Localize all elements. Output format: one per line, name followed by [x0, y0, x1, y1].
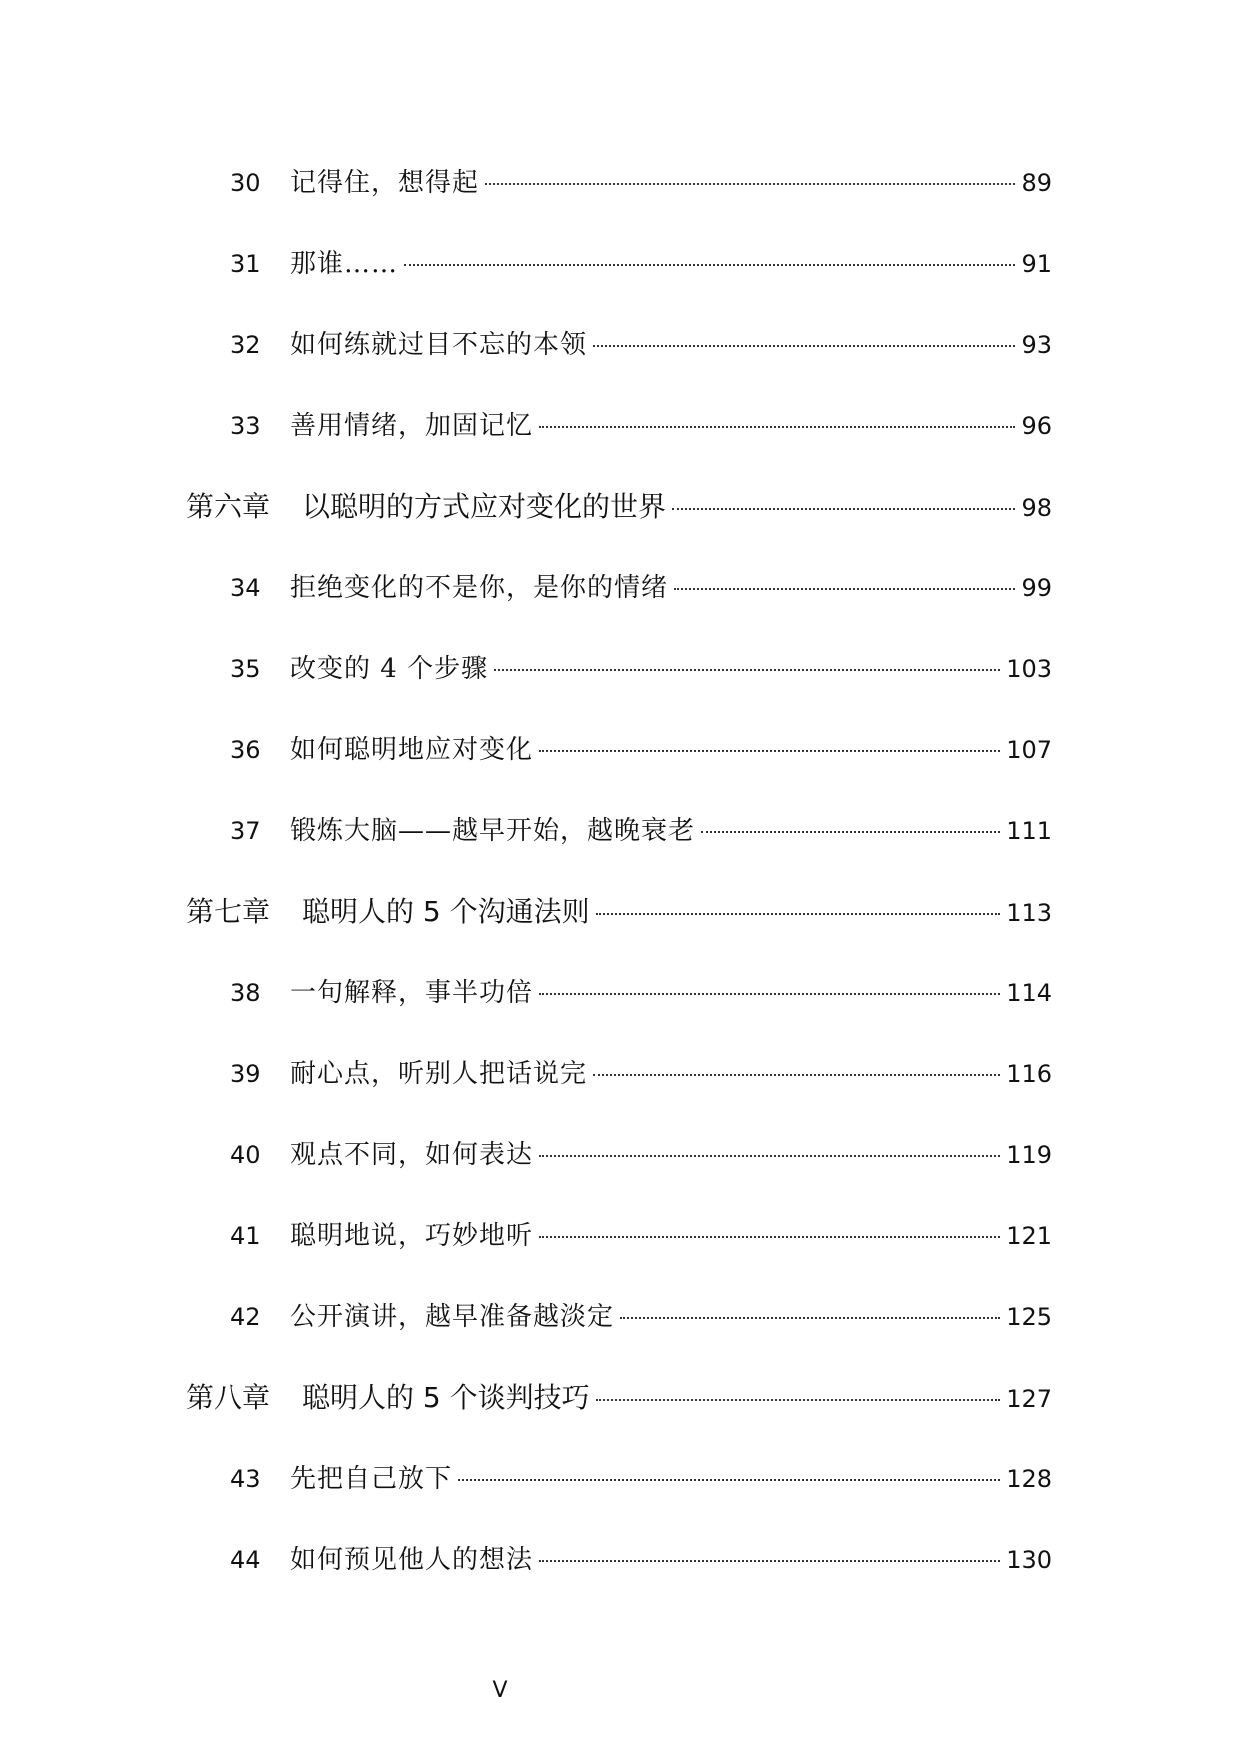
dot-leader	[701, 831, 1000, 833]
page-reference: 119	[1006, 1141, 1052, 1169]
toc-entry-chapter[interactable]	[186, 887, 1052, 968]
chapter-label: 第八章	[186, 1381, 271, 1414]
page-reference: 114	[1006, 979, 1052, 1007]
section-title: 改变的 4 个步骤	[290, 654, 489, 684]
page-reference: 127	[1006, 1385, 1052, 1413]
toc-entry-chapter[interactable]	[186, 1373, 1052, 1454]
section-title: 一句解释，事半功倍	[290, 978, 534, 1008]
toc-entry-section[interactable]	[186, 644, 1052, 725]
table-of-contents	[186, 158, 1052, 1616]
section-title: 先把自己放下	[290, 1464, 453, 1494]
section-number: 35	[230, 655, 261, 683]
section-number: 39	[230, 1060, 261, 1088]
toc-entry-section[interactable]	[186, 1211, 1052, 1292]
section-title: 如何预见他人的想法	[290, 1545, 534, 1575]
section-number: 40	[230, 1141, 261, 1169]
dot-leader	[593, 345, 1015, 347]
section-number: 41	[230, 1222, 261, 1250]
section-title: 耐心点，听别人把话说完	[290, 1059, 588, 1089]
chapter-label: 第六章	[186, 490, 271, 523]
dot-leader	[672, 508, 1015, 510]
section-number: 34	[230, 574, 261, 602]
page-reference: 89	[1021, 169, 1052, 197]
section-title: 观点不同，如何表达	[290, 1140, 534, 1170]
section-title: 如何练就过目不忘的本领	[290, 330, 588, 360]
toc-entry-chapter[interactable]	[186, 482, 1052, 563]
section-number: 43	[230, 1465, 261, 1493]
section-number: 32	[230, 331, 261, 359]
page-reference: 116	[1006, 1060, 1052, 1088]
section-number: 30	[230, 169, 261, 197]
toc-entry-section[interactable]	[186, 968, 1052, 1049]
dot-leader	[596, 913, 1001, 915]
page-reference: 128	[1006, 1465, 1052, 1493]
chapter-title: 聪明人的 5 个沟通法则	[302, 895, 590, 928]
toc-entry-section[interactable]	[186, 1292, 1052, 1373]
toc-entry-section[interactable]	[186, 563, 1052, 644]
section-number: 33	[230, 412, 261, 440]
section-number: 36	[230, 736, 261, 764]
dot-leader	[458, 1479, 1000, 1481]
page-reference: 125	[1006, 1303, 1052, 1331]
dot-leader	[404, 264, 1015, 266]
toc-entry-section[interactable]	[186, 401, 1052, 482]
section-number: 31	[230, 250, 261, 278]
section-number: 38	[230, 979, 261, 1007]
section-title: 善用情绪，加固记忆	[290, 411, 534, 441]
dot-leader	[539, 1560, 1000, 1562]
section-title: 记得住，想得起	[290, 168, 480, 198]
toc-entry-section[interactable]	[186, 1049, 1052, 1130]
dot-leader	[485, 183, 1015, 185]
page-reference: 96	[1021, 412, 1052, 440]
toc-entry-section[interactable]	[186, 239, 1052, 320]
page-reference: 130	[1006, 1546, 1052, 1574]
dot-leader	[539, 750, 1000, 752]
toc-entry-section[interactable]	[186, 1535, 1052, 1616]
section-title: 聪明地说，巧妙地听	[290, 1221, 534, 1251]
page-reference: 113	[1006, 899, 1052, 927]
dot-leader	[539, 426, 1015, 428]
chapter-title: 以聪明的方式应对变化的世界	[302, 490, 667, 523]
page-reference: 107	[1006, 736, 1052, 764]
dot-leader	[539, 993, 1000, 995]
section-number: 44	[230, 1546, 261, 1574]
section-number: 37	[230, 817, 261, 845]
toc-entry-section[interactable]	[186, 806, 1052, 887]
toc-entry-section[interactable]	[186, 725, 1052, 806]
section-title: 拒绝变化的不是你，是你的情绪	[290, 573, 669, 603]
page-reference: 103	[1006, 655, 1052, 683]
dot-leader	[494, 669, 1000, 671]
toc-entry-section[interactable]	[186, 320, 1052, 401]
section-title: 锻炼大脑——越早开始，越晚衰老	[290, 816, 696, 846]
dot-leader	[539, 1155, 1000, 1157]
section-title: 如何聪明地应对变化	[290, 735, 534, 765]
toc-entry-section[interactable]	[186, 1130, 1052, 1211]
dot-leader	[596, 1399, 1001, 1401]
page-reference: 111	[1006, 817, 1052, 845]
page-number-footer: V	[492, 1678, 508, 1703]
page-reference: 99	[1021, 574, 1052, 602]
dot-leader	[620, 1317, 1000, 1319]
page-reference: 91	[1021, 250, 1052, 278]
page-reference: 93	[1021, 331, 1052, 359]
dot-leader	[593, 1074, 1000, 1076]
toc-entry-section[interactable]	[186, 158, 1052, 239]
section-number: 42	[230, 1303, 261, 1331]
dot-leader	[674, 588, 1015, 590]
chapter-title: 聪明人的 5 个谈判技巧	[302, 1381, 590, 1414]
toc-entry-section[interactable]	[186, 1454, 1052, 1535]
section-title: 公开演讲，越早准备越淡定	[290, 1302, 615, 1332]
page-reference: 98	[1021, 494, 1052, 522]
page-reference: 121	[1006, 1222, 1052, 1250]
section-title: 那谁……	[290, 249, 399, 279]
dot-leader	[539, 1236, 1000, 1238]
chapter-label: 第七章	[186, 895, 271, 928]
